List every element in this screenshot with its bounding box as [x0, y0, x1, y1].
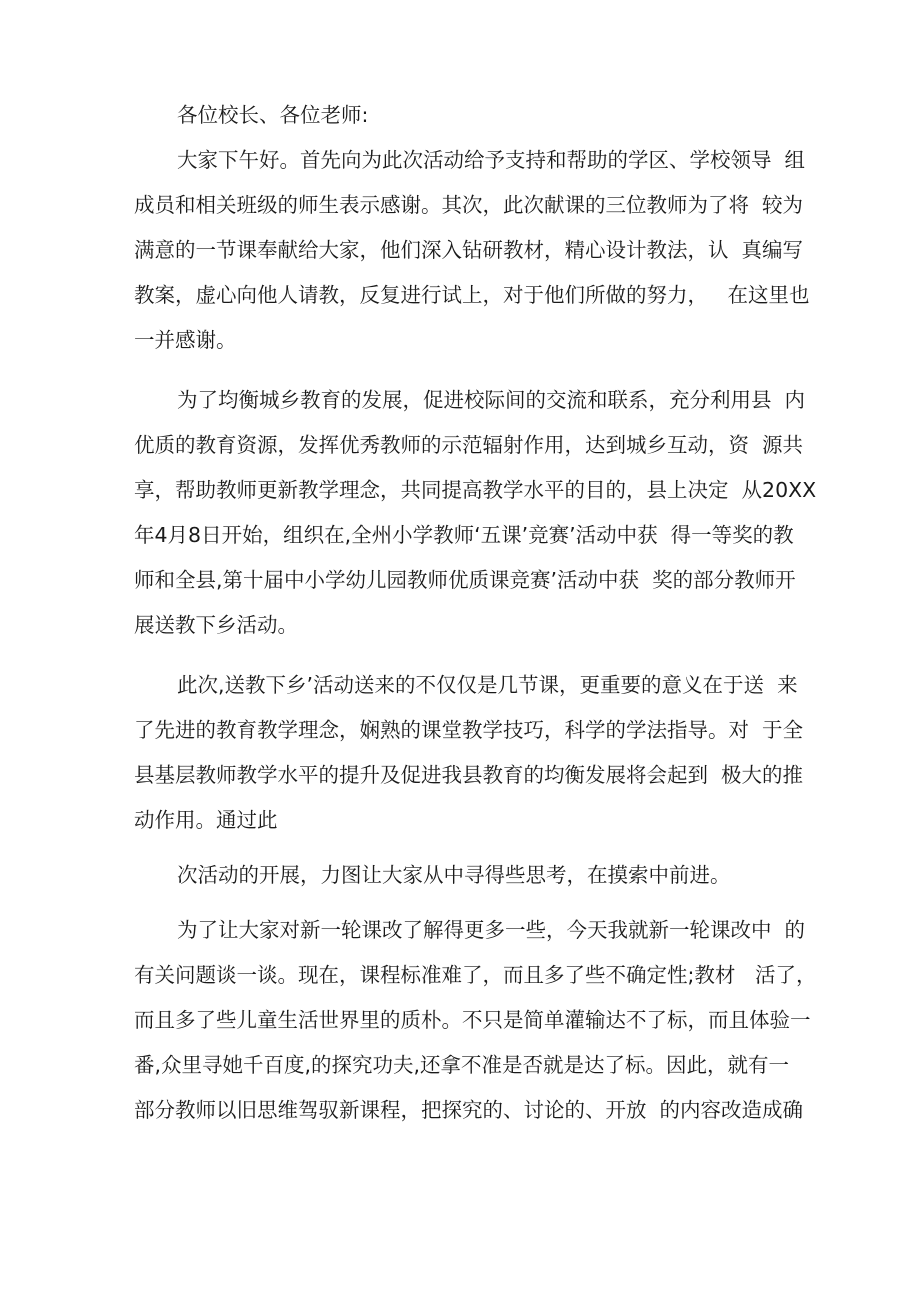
- paragraph-1-line-4: 教案，虚心向他人请教，反复进行试上，对于他们所做的努力， 在这里也: [134, 283, 810, 307]
- paragraph-5-line-1: 为了让大家对新一轮课改了解得更多一些，今天我就新一轮课改中 的: [177, 918, 806, 942]
- paragraph-3-line-3: 县基层教师教学水平的提升及促进我县教育的均衡发展将会起到 极大的推: [134, 763, 804, 787]
- paragraph-3-line-1: 此次,送教下乡’活动送来的不仅仅是几节课，更重要的意义在于送 来: [177, 673, 798, 697]
- paragraph-2-line-1: 为了均衡城乡教育的发展，促进校际间的交流和联系，充分利用县 内: [177, 388, 806, 412]
- paragraph-3-line-4: 动作用。通过此: [134, 808, 278, 832]
- paragraph-1-line-3: 满意的一节课奉献给大家，他们深入钻研教材，精心设计教法，认 真编写: [134, 238, 804, 262]
- paragraph-5-line-3: 而且多了些儿童生活世界里的质朴。不只是简单灌输达不了标，而且体验一: [134, 1008, 811, 1032]
- salutation: 各位校长、各位老师:: [177, 103, 369, 127]
- paragraph-2-line-2: 优质的教育资源，发挥优秀教师的示范辐射作用，达到城乡互动，资 源共: [134, 433, 804, 457]
- paragraph-5-line-4: 番,众里寻她千百度,的探究功夫,还拿不准是否就是达了标。因此，就有一: [134, 1053, 790, 1077]
- paragraph-1-line-5: 一并感谢。: [134, 328, 237, 352]
- paragraph-5-line-5: 部分教师以旧思维驾驭新课程，把探究的、讨论的、开放 的内容改造成确: [134, 1098, 804, 1122]
- paragraph-2-line-6: 展送教下乡活动。: [134, 613, 298, 637]
- paragraph-4-line-1: 次活动的开展，力图让大家从中寻得些思考，在摸索中前进。: [177, 863, 731, 887]
- paragraph-2-line-3: 享，帮助教师更新教学理念，共同提高教学水平的目的，县上决定 从20XX: [134, 478, 817, 502]
- paragraph-2-line-4: 年4月8日开始，组织在,全州小学教师‘五课’竞赛’活动中获 得一等奖的教: [134, 523, 794, 547]
- paragraph-1-line-1: 大家下午好。首先向为此次活动给予支持和帮助的学区、学校领导 组: [177, 148, 806, 172]
- paragraph-2-line-5: 师和全县,第十届中小学幼儿园教师优质课竞赛’活动中获 奖的部分教师开: [134, 568, 796, 592]
- paragraph-5-line-2: 有关问题谈一谈。现在，课程标准难了，而且多了些不确定性;教材 活了，: [134, 963, 817, 987]
- paragraph-3-line-2: 了先进的教育教学理念，娴熟的课堂教学技巧，科学的学法指导。对 于全: [134, 718, 804, 742]
- paragraph-1-line-2: 成员和相关班级的师生表示感谢。其次，此次献课的三位教师为了将 较为: [134, 193, 804, 217]
